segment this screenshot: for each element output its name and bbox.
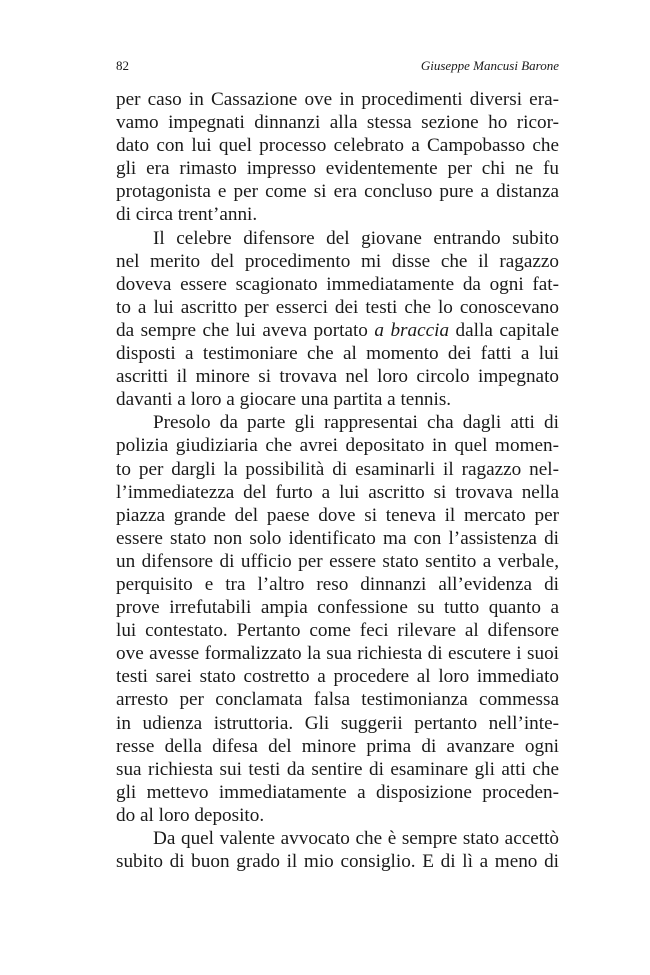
running-title: Giuseppe Mancusi Barone <box>420 58 559 73</box>
text-line: vamo impegnati dinnanzi alla stessa sezione ho ricor- <box>116 112 559 134</box>
text-line: Il celebre difensore del giovane entrando subito <box>153 227 559 249</box>
text-line: Da quel valente avvocato che è sempre stato accettò <box>153 828 559 849</box>
text-run: dalla capitale <box>449 319 559 341</box>
text-line: ascritti il minore si trovava nel loro circolo impegnato <box>116 366 559 388</box>
text-line-with-italic <box>116 319 559 342</box>
text-line: polizia giudiziaria che avrei depositato in quel momen- <box>116 435 559 457</box>
text-line: lui contestato. Pertanto come feci rilevare al difensore <box>116 620 559 642</box>
text-line: prove irrefutabili ampia confessione su tutto quanto a <box>116 597 559 619</box>
text-line: ove avesse formalizzato la sua richiesta di escutere i suoi <box>116 643 559 665</box>
text-line: perquisito e tra l’altro reso dinnanzi all’evidenza di <box>116 573 559 595</box>
text-line: davanti a loro a giocare una partita a tennis. <box>116 389 452 411</box>
text-line: resse della difesa del minore prima di avanzare ogni <box>116 735 559 757</box>
text-line: gli mettevo immediatamente a disposizione proceden- <box>116 781 559 803</box>
text-line: un difensore di ufficio per essere stato sentito a verbale, <box>116 550 559 572</box>
text-line: sua richiesta sui testi da sentire di esaminare gli atti che <box>116 758 559 780</box>
text-line: l’immediatezza del furto a lui ascritto si trovava nella <box>116 481 559 503</box>
text-line: to per dargli la possibilità di esaminarli il ragazzo nel- <box>116 458 559 480</box>
text-line: piazza grande del paese dove si teneva il mercato per <box>116 504 559 526</box>
text-line: di circa trent’anni. <box>116 204 258 226</box>
text-line: gli era rimasto impresso evidentemente per chi ne fu <box>116 158 559 180</box>
text-line: per caso in Cassazione ove in procedimenti diversi era- <box>116 89 559 110</box>
body-text <box>116 88 559 873</box>
text-line: disposti a testimoniare che al momento dei fatti a lui <box>116 343 559 365</box>
text-line: arresto per conclamata falsa testimonianza commessa <box>116 689 559 711</box>
text-line: in udienza istruttoria. Gli suggerii pertanto nell’inte- <box>116 712 559 734</box>
text-line: do al loro deposito. <box>116 804 265 826</box>
text-line: essere stato non solo identificato ma con l’assistenza di <box>116 527 559 549</box>
text-line: dato con lui quel processo celebrato a Campobasso che <box>116 135 559 157</box>
italic-phrase: a braccia <box>374 319 450 341</box>
text-line: protagonista e per come si era concluso pure a distanza <box>116 181 559 203</box>
running-head <box>116 56 559 76</box>
page-number: 82 <box>116 58 129 73</box>
text-line: to a lui ascritto per esserci dei testi che lo conoscevano <box>116 296 559 318</box>
text-line: subito di buon grado il mio consiglio. E di lì a meno di <box>116 851 559 873</box>
text-line: Presolo da parte gli rappresentai cha dagli atti di <box>153 412 559 434</box>
text-run: da sempre che lui aveva portato <box>116 319 375 341</box>
text-line: nel merito del procedimento mi disse che il ragazzo <box>116 250 559 272</box>
text-line: testi sarei stato costretto a procedere al loro immediato <box>116 666 559 688</box>
text-line: doveva essere scagionato immediatamente da ogni fat- <box>116 273 559 295</box>
